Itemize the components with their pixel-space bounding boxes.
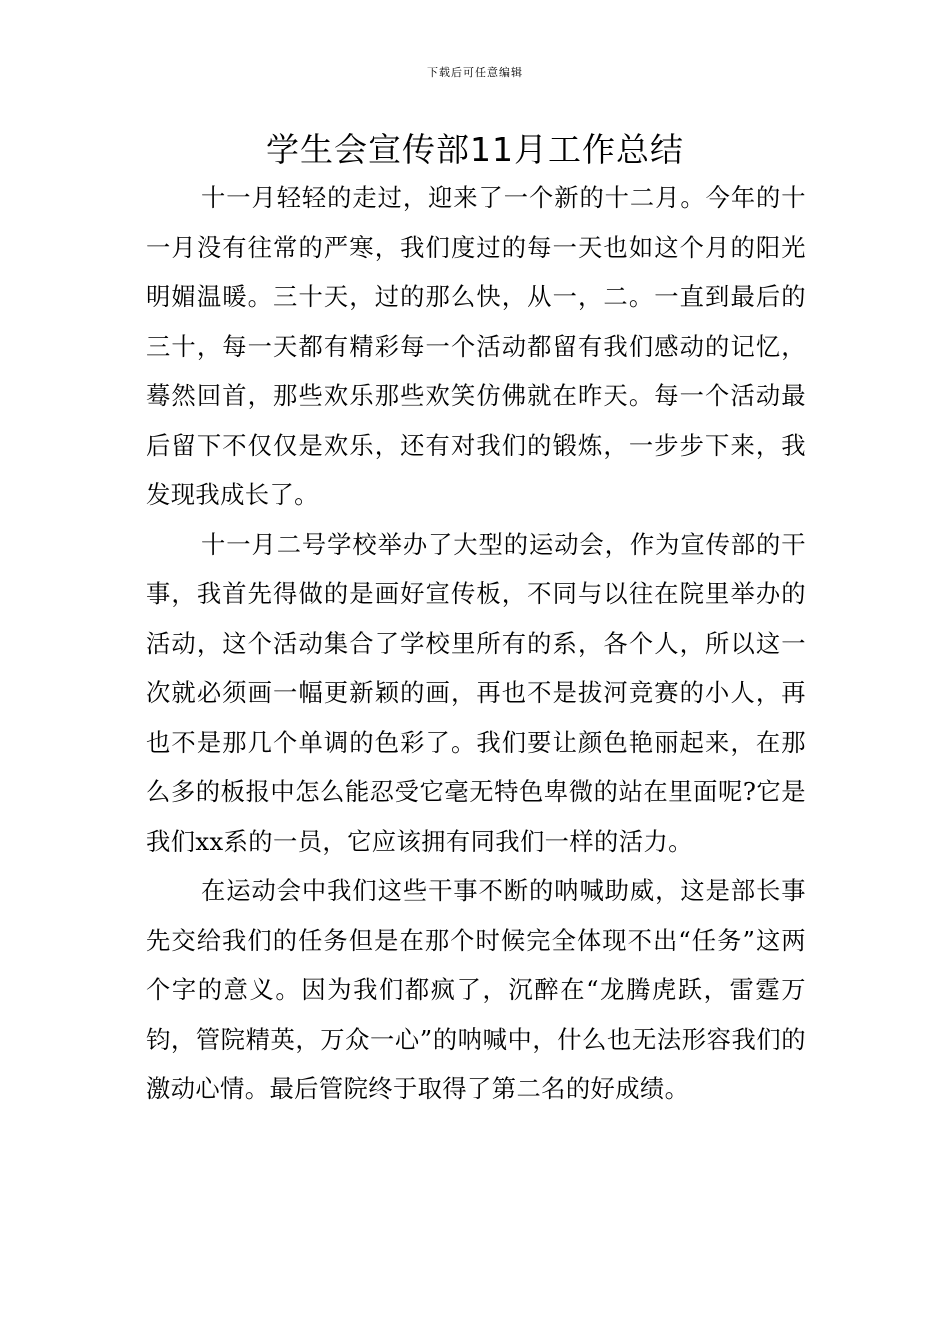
paragraph-3: 在运动会中我们这些干事不断的呐喊助威，这是部长事先交给我们的任务但是在那个时候完全体现不出“任务”这两个字的意义。因为我们都疯了，沉醉在“龙腾虎跃，雷霆万钧，管院精英，万众一心”的呐喊中，什么也无法形容我们的激动心情。最后管院终于取得了第二名的好成绩。: [146, 876, 806, 1103]
paragraph-2: 十一月二号学校举办了大型的运动会，作为宣传部的干事，我首先得做的是画好宣传板，不同与以往在院里举办的活动，这个活动集合了学校里所有的系，各个人，所以这一次就必须画一幅更新颖的画，再也不是拔河竞赛的小人，再也不是那几个单调的色彩了。我们要让颜色艳丽起来，在那么多的板报中怎么能忍受它毫无特色卑微的站在里面呢?它是我们xx系的一员，它应该拥有同我们一样的活力。: [146, 529, 806, 856]
document-title: 学生会宣传部11月工作总结: [266, 130, 684, 169]
document-body: [146, 173, 806, 1114]
header-note: 下载后可任意编辑: [427, 66, 523, 79]
paragraph-1: 十一月轻轻的走过，迎来了一个新的十二月。今年的十一月没有往常的严寒，我们度过的每一天也如这个月的阳光明媚温暖。三十天，过的那么快，从一，二。一直到最后的三十，每一天都有精彩每一个活动都留有我们感动的记忆，蓦然回首，那些欢乐那些欢笑仿佛就在昨天。每一个活动最后留下不仅仅是欢乐，还有对我们的锻炼，一步步下来，我发现我成长了。: [146, 183, 806, 509]
